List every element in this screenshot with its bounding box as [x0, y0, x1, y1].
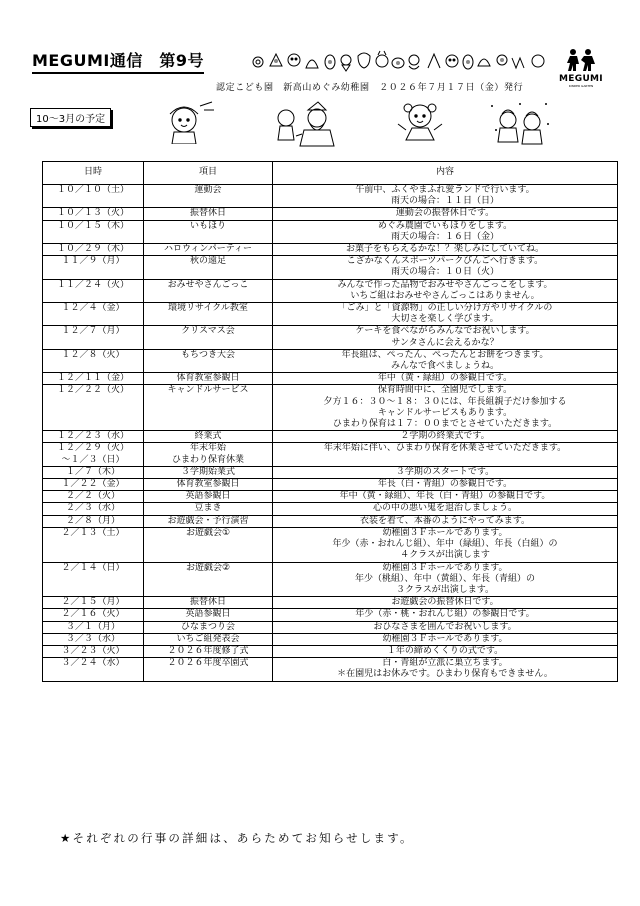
description-cell-line: １年の締めくくりの式です。 — [386, 645, 504, 656]
description-cell-line: 年少（桃組）、年中（黄組）、年長（青組）の — [354, 573, 535, 584]
description-cell — [273, 431, 618, 443]
date-cell — [43, 326, 144, 349]
description-cell-line: 年末年始に伴い、ひまわり保育を休業させていただきます。 — [323, 443, 567, 454]
item-cell — [144, 466, 273, 478]
date-cell-line: １２／２２（火） — [56, 385, 129, 396]
description-cell — [273, 303, 618, 326]
date-cell-line: １２／４（金） — [61, 303, 125, 314]
description-cell-line: こざかなくんスポーツパークびんごへ行きます。 — [346, 256, 544, 267]
description-cell — [273, 658, 618, 681]
date-cell-line: ２／１４（日） — [61, 562, 125, 573]
date-cell-line: ～１／３（日） — [61, 454, 125, 465]
item-cell — [144, 645, 273, 657]
table-row — [43, 597, 618, 609]
item-cell-line: 体育教室参観日 — [176, 373, 240, 384]
date-cell-line: １２／２９（火） — [56, 443, 129, 454]
description-cell-line: 心の中の悪い鬼を退治しましょう。 — [372, 503, 517, 514]
date-cell — [43, 609, 144, 621]
table-row — [43, 279, 618, 302]
item-cell-line: 豆まき — [194, 503, 222, 514]
description-cell-line: ケーキを食べながらみんなでお祝いします。 — [355, 326, 535, 337]
date-cell-line: ２／２（火） — [65, 491, 120, 502]
date-cell-line: ２／３（水） — [65, 503, 120, 514]
item-cell-line: ハロウィンパーティー — [163, 244, 253, 255]
logo-subtitle: KINDER GARTEN — [568, 84, 594, 88]
table-row — [43, 645, 618, 657]
description-cell — [273, 185, 618, 208]
description-cell — [273, 621, 618, 633]
item-cell — [144, 185, 273, 208]
description-cell — [273, 256, 618, 279]
description-cell — [273, 349, 618, 372]
description-cell — [273, 527, 618, 562]
girl-dancing-illustration — [394, 100, 446, 146]
item-cell-line: お遊戯会② — [185, 562, 231, 573]
description-cell-line: 大切さを楽しく学びます。 — [391, 314, 499, 325]
table-row — [43, 326, 618, 349]
item-cell — [144, 373, 273, 385]
date-cell-line: １０／１５（木） — [56, 220, 129, 231]
description-cell — [273, 373, 618, 385]
description-cell-line: みんなで食べましょうね。 — [390, 361, 499, 372]
description-cell-line: 年少（赤・桃・おれんじ組）の参観日です。 — [355, 609, 535, 620]
table-row — [43, 621, 618, 633]
item-cell-line: 運動会 — [194, 185, 222, 195]
date-cell-line: ３／１（月） — [65, 621, 120, 632]
date-cell — [43, 466, 144, 478]
date-cell — [43, 443, 144, 466]
description-cell-line: 運動会の振替休日です。 — [395, 208, 495, 219]
description-cell — [273, 503, 618, 515]
date-cell-line: ３／３（水） — [65, 633, 120, 644]
date-cell — [43, 633, 144, 645]
date-cell-line: ２／８（月） — [65, 515, 120, 526]
item-cell — [144, 609, 273, 621]
date-cell-line: １２／２３（水） — [56, 431, 129, 442]
date-cell-line: １０／１３（火） — [56, 208, 129, 219]
item-cell-line: 秋の遠足 — [189, 256, 226, 267]
megumi-logo — [556, 48, 606, 88]
date-cell — [43, 303, 144, 326]
date-cell — [43, 621, 144, 633]
description-cell-line: 夕方１６：３０～１８：３０には、年長組親子だけ参加する — [323, 396, 567, 407]
description-cell — [273, 491, 618, 503]
table-row — [43, 443, 618, 466]
date-cell-line: ３／２３（火） — [61, 645, 125, 656]
table-header-row — [43, 162, 618, 185]
table-row — [43, 466, 618, 478]
date-cell — [43, 658, 144, 681]
item-cell — [144, 515, 273, 527]
table-row — [43, 633, 618, 645]
item-cell-line: 年末年始 — [189, 443, 226, 454]
children-in-snow-illustration — [488, 100, 552, 146]
table-row — [43, 527, 618, 562]
description-cell — [273, 326, 618, 349]
item-cell — [144, 633, 273, 645]
date-cell — [43, 244, 144, 256]
item-cell-line: 振替休日 — [189, 208, 226, 219]
description-cell-line: 雨天の場合：１１日（日） — [390, 196, 499, 207]
date-cell-line: １／７（木） — [65, 466, 120, 477]
description-cell-line: 年長組は、ぺったん、ぺったんとお餅をつきます。 — [341, 349, 549, 360]
table-row — [43, 256, 618, 279]
description-cell-line: キャンドルサービスもあります。 — [377, 407, 513, 418]
item-cell-line: キャンドルサービス — [167, 385, 249, 396]
description-cell-line: 「ごみ」と「資源物」の正しい分け方やリサイクルの — [337, 303, 553, 314]
description-cell-line: 幼稚園３Ｆホールであります。 — [382, 527, 508, 538]
item-cell-line: 振替休日 — [189, 597, 226, 608]
description-cell-line: ひまわり保育は１７：００までとさせていただきます。 — [332, 419, 558, 430]
description-cell — [273, 562, 618, 597]
date-cell — [43, 515, 144, 527]
item-cell-line: ひまわり保育休業 — [171, 454, 244, 465]
table-row — [43, 491, 618, 503]
item-cell — [144, 220, 273, 243]
schedule-table — [42, 161, 618, 682]
description-cell — [273, 385, 618, 431]
item-cell-line: クリスマス会 — [181, 326, 235, 337]
item-cell — [144, 208, 273, 220]
description-cell — [273, 633, 618, 645]
decorative-border-illustration — [250, 46, 550, 74]
description-cell-line: サンタさんに会えるかな？ — [391, 337, 499, 348]
child-with-hat-illustration — [160, 100, 216, 144]
item-cell — [144, 256, 273, 279]
description-cell — [273, 443, 618, 466]
table-row — [43, 609, 618, 621]
date-cell-line: １２／７（月） — [61, 326, 125, 337]
date-cell — [43, 373, 144, 385]
date-cell — [43, 185, 144, 208]
date-cell — [43, 220, 144, 243]
description-cell-line: 年中（黄・緑組）の参観日です。 — [377, 373, 513, 384]
description-cell-line: ３学期のスタートです。 — [395, 466, 495, 477]
date-cell-line: １／２２（金） — [61, 479, 125, 490]
description-cell-line: お菓子をもらえるかな！？楽しみにしていてね。 — [345, 244, 544, 255]
description-cell-line: 幼稚園３Ｆホールであります。 — [382, 633, 508, 644]
description-cell — [273, 479, 618, 491]
description-cell-line: 雨天の場合：１０日（火） — [390, 267, 499, 278]
description-cell — [273, 609, 618, 621]
date-cell — [43, 256, 144, 279]
date-cell-line: ２／１６（火） — [61, 609, 125, 620]
table-row — [43, 479, 618, 491]
description-cell-line: おひなさまを囲んでお祝いします。 — [373, 621, 517, 632]
table-row — [43, 515, 618, 527]
description-cell — [273, 466, 618, 478]
item-cell-line: お遊戯会・予行演習 — [167, 515, 249, 526]
date-cell-line: １２／１１（金） — [56, 373, 129, 384]
table-row — [43, 658, 618, 681]
date-cell-line: １２／８（火） — [61, 349, 125, 360]
item-cell-line: ３学期始業式 — [180, 466, 235, 477]
item-cell-line: 終業式 — [194, 431, 222, 442]
description-cell-line: 年少（赤・おれんじ組）、年中（緑組）、年長（白組）の — [332, 539, 558, 550]
item-cell-line: いもほり — [189, 220, 226, 231]
item-cell — [144, 491, 273, 503]
item-cell — [144, 562, 273, 597]
footer-note: ★それぞれの行事の詳細は、あらためてお知らせします。 — [60, 831, 414, 845]
item-cell — [144, 527, 273, 562]
table-row — [43, 431, 618, 443]
description-cell-line: いちご組はおみせやさんごっこはありません。 — [350, 290, 540, 301]
santa-and-child-illustration — [272, 100, 342, 148]
date-cell-line: １１／２４（火） — [56, 279, 129, 290]
description-cell — [273, 515, 618, 527]
item-cell — [144, 621, 273, 633]
date-cell — [43, 645, 144, 657]
description-cell — [273, 597, 618, 609]
table-row — [43, 373, 618, 385]
item-cell — [144, 479, 273, 491]
table-row — [43, 208, 618, 220]
date-cell-line: ２／１５（月） — [61, 597, 125, 608]
item-cell-line: おみせやさんごっこ — [167, 279, 249, 290]
table-row — [43, 303, 618, 326]
description-cell-line: 白・青組が立派に巣立ちます。 — [382, 658, 508, 669]
date-cell — [43, 479, 144, 491]
item-cell — [144, 303, 273, 326]
description-cell-line: 年長（白・青組）の参観日です。 — [377, 479, 513, 490]
item-cell — [144, 658, 273, 681]
description-cell-line: みんなで作った品物でおみせやさんごっこをします。 — [337, 279, 553, 290]
description-cell-line: ３クラスが出演します。 — [395, 584, 494, 595]
item-cell — [144, 326, 273, 349]
date-cell — [43, 208, 144, 220]
table-row — [43, 244, 618, 256]
table-row — [43, 562, 618, 597]
date-cell-line: １０／２９（木） — [56, 244, 129, 255]
item-cell — [144, 349, 273, 372]
logo-text: MEGUMI — [559, 74, 603, 84]
table-row — [43, 185, 618, 208]
description-cell-line: 衣装を着て、本番のようにやってみます。 — [359, 515, 531, 526]
date-cell — [43, 491, 144, 503]
description-cell — [273, 244, 618, 256]
header-date: 日時 — [43, 162, 144, 185]
date-cell-line: ３／２４（水） — [61, 658, 125, 669]
item-cell-line: ２０２６年度修了式 — [167, 645, 249, 656]
table-row — [43, 503, 618, 515]
description-cell — [273, 208, 618, 220]
item-cell — [144, 279, 273, 302]
description-cell-line: ＊在園児はお休みです。ひまわり保育もできません。 — [337, 669, 553, 680]
table-row — [43, 349, 618, 372]
table-row — [43, 385, 618, 431]
description-cell-line: 雨天の場合：１６日（金） — [390, 231, 499, 242]
description-cell-line: 幼稚園３Ｆホールであります。 — [382, 562, 508, 573]
date-cell — [43, 562, 144, 597]
item-cell-line: 英語参観日 — [185, 609, 231, 620]
date-cell — [43, 431, 144, 443]
date-cell — [43, 527, 144, 562]
date-cell — [43, 597, 144, 609]
date-cell — [43, 349, 144, 372]
item-cell — [144, 443, 273, 466]
table-row — [43, 220, 618, 243]
item-cell-line: いちご組発表会 — [176, 633, 240, 644]
item-cell-line: もちつき大会 — [181, 349, 235, 360]
item-cell — [144, 244, 273, 256]
item-cell — [144, 431, 273, 443]
header-item: 項目 — [144, 162, 273, 185]
date-cell-line: １０／１０（土） — [56, 185, 129, 195]
description-cell — [273, 279, 618, 302]
description-cell-line: ４クラスが出演します — [400, 550, 490, 561]
date-cell-line: ２／１３（土） — [61, 527, 125, 538]
date-cell — [43, 279, 144, 302]
description-cell-line: お遊戯会の振替休日です。 — [391, 597, 499, 608]
item-cell-line: お遊戯会① — [185, 527, 231, 538]
schedule-table-body — [43, 185, 618, 682]
description-cell-line: ２学期の終業式です。 — [400, 431, 490, 442]
item-cell-line: 環境リサイクル教室 — [168, 303, 248, 314]
item-cell-line: 英語参観日 — [185, 491, 231, 502]
section-label: 10～3月の予定 — [30, 108, 111, 127]
description-cell-line: 年中（黄・緑組）、年長（白・青組）の参観日です。 — [339, 491, 551, 502]
date-cell-line: １１／９（月） — [61, 256, 125, 267]
school-and-date-line: 認定こども園 新高山めぐみ幼稚園 ２０２６年７月１７日（金）発行 — [216, 83, 524, 93]
description-cell-line: 午前中、ふくやまふれ愛ランドで行います。 — [355, 185, 535, 195]
item-cell — [144, 597, 273, 609]
newsletter-title: MEGUMI通信 第9号 — [32, 48, 204, 74]
description-cell — [273, 220, 618, 243]
description-cell-line: 保育時間中に、全園児でします。 — [377, 385, 513, 396]
item-cell-line: ひなまつり会 — [180, 621, 235, 632]
header-description: 内容 — [273, 162, 618, 185]
item-cell — [144, 503, 273, 515]
date-cell — [43, 503, 144, 515]
dancing-children-logo-icon — [564, 48, 598, 72]
item-cell-line: ２０２６年度卒園式 — [167, 658, 249, 669]
item-cell-line: 体育教室参観日 — [176, 479, 240, 490]
description-cell — [273, 645, 618, 657]
date-cell — [43, 385, 144, 431]
item-cell — [144, 385, 273, 431]
description-cell-line: めぐみ農園でいもほりをします。 — [377, 220, 513, 231]
